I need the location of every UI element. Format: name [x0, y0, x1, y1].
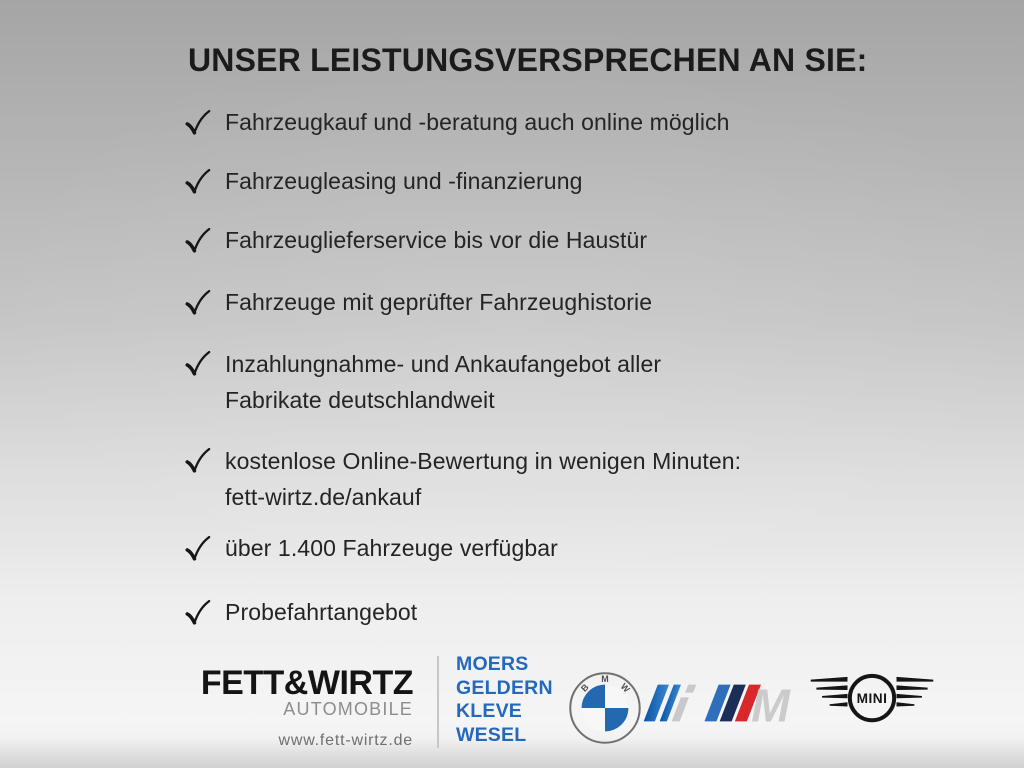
checkmark-icon: [184, 288, 212, 318]
checkmark-icon: [184, 108, 212, 138]
list-item: [184, 108, 730, 140]
list-item-text: Fahrzeugkauf und -beratung auch online möglich: [225, 109, 730, 135]
svg-text:W: W: [618, 681, 632, 695]
checkmark-icon: [184, 226, 212, 256]
list-item-text: kostenlose Online-Bewertung in wenigen Minuten: fett-wirtz.de/ankauf: [225, 448, 742, 510]
list-item: [184, 288, 652, 320]
list-item: [184, 598, 417, 630]
page-title: UNSER LEISTUNGSVERSPRECHEN AN SIE:: [188, 42, 868, 78]
checkmark-icon: [184, 598, 212, 628]
list-item-text: Fahrzeuglieferservice bis vor die Haustür: [225, 227, 648, 253]
list-item: [184, 167, 582, 199]
list-item: [184, 534, 558, 566]
location-item: KLEVE: [456, 700, 523, 722]
dealer-subtitle: AUTOMOBILE: [283, 699, 413, 719]
dealer-name: FETT&WIRTZ: [200, 664, 413, 702]
checkmark-icon: [184, 349, 212, 379]
svg-text:MINI: MINI: [856, 691, 888, 707]
list-item-text: über 1.400 Fahrzeuge verfügbar: [225, 535, 558, 561]
svg-text:M: M: [751, 683, 790, 723]
list-item-text: Fahrzeugleasing und -finanzierung: [225, 168, 583, 194]
checkmark-icon: [184, 446, 212, 476]
dealer-locations: [456, 653, 553, 747]
location-item: MOERS: [456, 653, 529, 675]
mini-logo-icon: [806, 665, 938, 733]
location-item: GELDERN: [456, 676, 553, 699]
bmw-m-logo-icon: [699, 683, 797, 723]
dealer-website: www.fett-wirtz.de: [278, 732, 413, 749]
list-item-text: Inzahlungnahme- und Ankaufangebot aller Fabrikate deutschlandweit: [225, 351, 662, 413]
checkmark-icon: [184, 167, 212, 197]
svg-text:M: M: [601, 673, 609, 684]
bmw-logo-icon: [566, 669, 644, 747]
list-item-text: Fahrzeuge mit geprüfter Fahrzeughistorie: [225, 289, 653, 315]
dealer-logo: [200, 664, 413, 750]
list-item: [184, 226, 647, 258]
list-item-text: Probefahrtangebot: [225, 599, 418, 625]
footer-divider: [437, 656, 439, 748]
location-item: WESEL: [456, 723, 527, 746]
list-item: [184, 349, 661, 418]
list-item: [184, 446, 741, 515]
svg-text:B: B: [578, 682, 591, 694]
checkmark-icon: [184, 534, 212, 564]
